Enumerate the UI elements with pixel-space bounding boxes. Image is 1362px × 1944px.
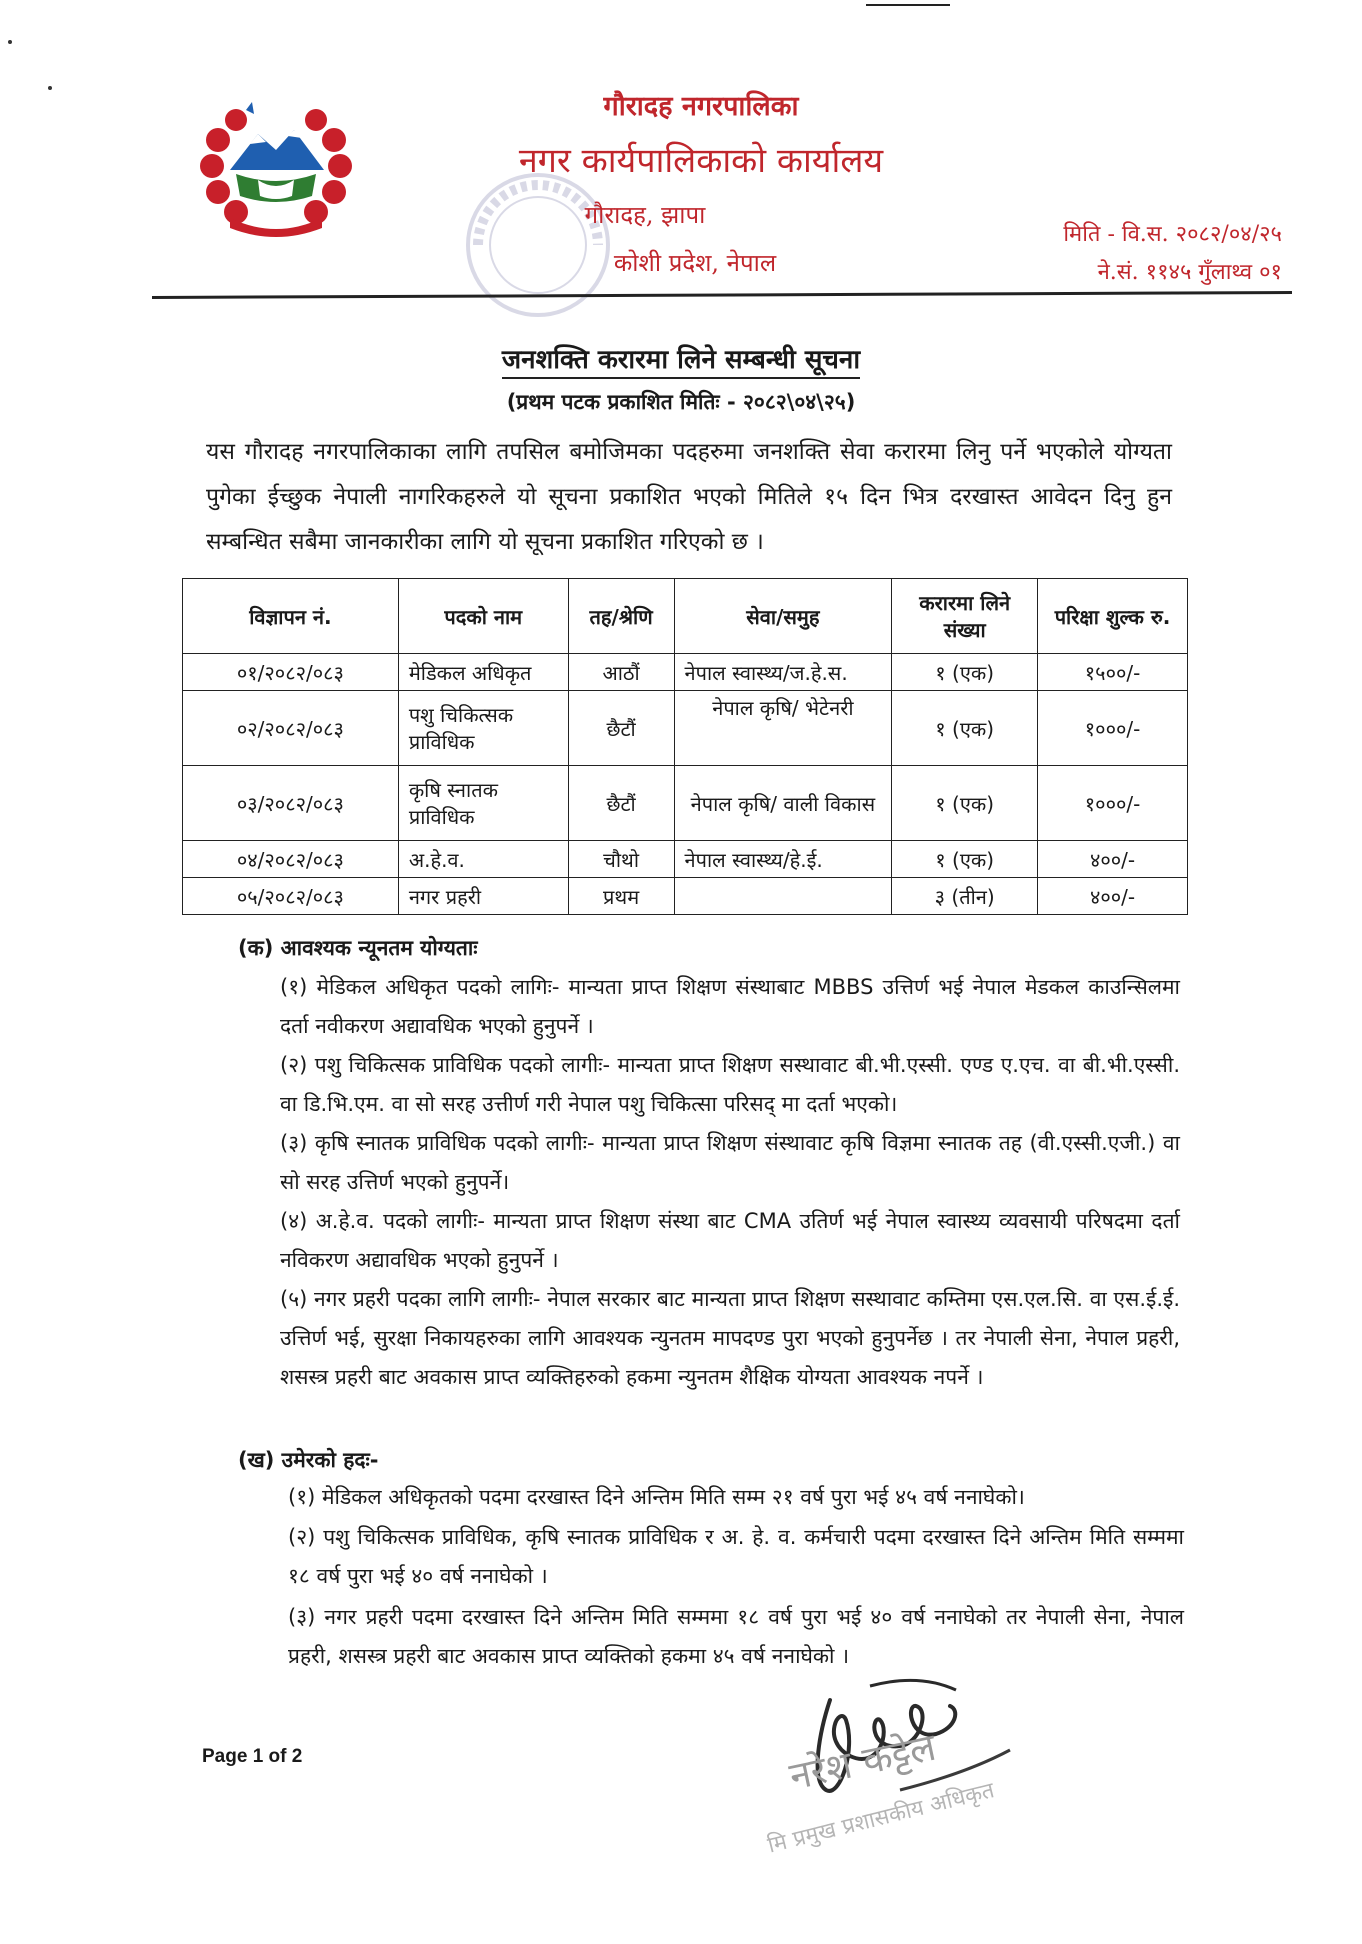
- date-nepal-sambat: ने.सं. ११४५ गुँलाथ्व ०१: [1097, 260, 1282, 285]
- column-header: सेवा/समुह: [674, 579, 892, 654]
- table-row: [183, 766, 1188, 841]
- table-cell: ०४/२०८२/०८३: [183, 841, 399, 878]
- date-bikram-sambat: मिति - वि.स. २०८२/०४/२५: [1063, 222, 1282, 247]
- top-edge-rule: [866, 4, 950, 6]
- table-row: [183, 691, 1188, 766]
- table-cell: ०२/२०८२/०८३: [183, 691, 399, 766]
- table-cell: ०३/२०८२/०८३: [183, 766, 399, 841]
- qualification-item: (२) पशु चिकित्सक प्राविधिक पदको लागीः- मान्यता प्राप्त शिक्षण सस्थावाट बी.भी.एस्सी. एण्ड ए.एच. वा बी.भी.एस्सी. वा डि.भि.एम. वा सो सरह उत्तीर्ण गरी नेपाल पशु चिकित्सा परिसद् मा दर्ता भएको।: [280, 1053, 1180, 1116]
- scan-speck: [8, 40, 12, 44]
- age-limit-item: (३) नगर प्रहरी पदमा दरखास्त दिने अन्तिम मिति सम्ममा १८ वर्ष पुरा भई ४० वर्ष ननाघेको तर नेपाली सेना, नेपाल प्रहरी, शसस्त्र प्रहरी बाट अवकास प्राप्त व्यक्तिको हकमा ४५ वर्ष ननाघेको ।: [288, 1605, 1184, 1668]
- table-cell: १ (एक): [892, 841, 1038, 878]
- table-cell: ४००/-: [1038, 841, 1188, 878]
- qualification-item: (४) अ.हे.व. पदको लागीः- मान्यता प्राप्त शिक्षण संस्था बाट CMA उतिर्ण भई नेपाल स्वास्थ्य व्यवसायी परिषदमा दर्ता नविकरण अद्यावधिक भएको हुनुपर्ने ।: [280, 1209, 1180, 1272]
- table-cell: ३ (तीन): [892, 878, 1038, 915]
- column-header: विज्ञापन नं.: [183, 579, 399, 654]
- table-cell: नगर प्रहरी: [398, 878, 568, 915]
- table-cell: नेपाल कृषि/ वाली विकास: [674, 766, 892, 841]
- page-number: Page 1 of 2: [202, 1746, 303, 1767]
- column-header: परिक्षा शुल्क रु.: [1038, 579, 1188, 654]
- table-cell: ४००/-: [1038, 878, 1188, 915]
- table-row: [183, 841, 1188, 878]
- table-cell: १०००/-: [1038, 766, 1188, 841]
- municipality-name: गौरादह नगरपालिका: [603, 91, 799, 122]
- qualification-item: (१) मेडिकल अधिकृत पदको लागिः- मान्यता प्राप्त शिक्षण संस्थाबाट MBBS उत्तिर्ण भई नेपाल मेडकल काउन्सिलमा दर्ता नवीकरण अद्यावधिक भएको हुनुपर्ने ।: [280, 975, 1180, 1038]
- table-cell: छैटौं: [568, 691, 674, 766]
- notice-intro-paragraph: यस गौरादह नगरपालिकाका लागि तपसिल बमोजिमका पदहरुमा जनशक्ति सेवा करारमा लिनु पर्ने भएकोले योग्यता पुगेका ईच्छुक नेपाली नागरिकहरुले यो सूचना प्रकाशित भएको मितिले १५ दिन भित्र दरखास्त आवेदन दिनु हुन सम्बन्धित सबैमा जानकारीका लागि यो सूचना प्रकाशित गरिएको छ ।: [206, 439, 1172, 555]
- table-header-row: [183, 579, 1188, 654]
- table-cell: [674, 878, 892, 915]
- age-limit-item: (१) मेडिकल अधिकृतको पदमा दरखास्त दिने अन्तिम मिति सम्म २१ वर्ष पुरा भई ४५ वर्ष ननाघेको।: [288, 1485, 1025, 1509]
- age-limit-item: (२) पशु चिकित्सक प्राविधिक, कृषि स्नातक प्राविधिक र अ. हे. व. कर्मचारी पदमा दरखास्त दिने अन्तिम मिति सम्ममा १८ वर्ष पुरा भई ४० वर्ष ननाघेको ।: [288, 1525, 1184, 1588]
- header-divider: [152, 291, 1292, 299]
- table-cell: नेपाल कृषि/ भेटेनरी: [674, 691, 892, 766]
- table-cell: १ (एक): [892, 691, 1038, 766]
- table-cell: ०१/२०८२/०८३: [183, 654, 399, 691]
- table-row: [183, 878, 1188, 915]
- qualification-item: (३) कृषि स्नातक प्राविधिक पदको लागीः- मान्यता प्राप्त शिक्षण संस्थावाट कृषि विज्ञमा स्नातक तह (वी.एस्सी.एजी.) वा सो सरह उत्तिर्ण भएको हुनुपर्ने।: [280, 1131, 1180, 1194]
- table-cell: ०५/२०८२/०८३: [183, 878, 399, 915]
- table-row: [183, 654, 1188, 691]
- table-cell: मेडिकल अधिकृत: [398, 654, 568, 691]
- table-cell: आठौं: [568, 654, 674, 691]
- signatory-name: नरेश कट्टेल: [785, 1724, 940, 1799]
- column-header: करारमा लिने संख्या: [892, 579, 1038, 654]
- table-cell: चौथो: [568, 841, 674, 878]
- office-name: नगर कार्यपालिकाको कार्यालय: [518, 141, 884, 181]
- table-cell: १ (एक): [892, 766, 1038, 841]
- qualifications-heading: (क) आवश्यक न्यूनतम योग्यताः: [238, 936, 478, 960]
- office-province: कोशी प्रदेश, नेपाल: [613, 249, 777, 277]
- signatory-title: मि प्रमुख प्रशासकीय अधिकृत: [765, 1778, 997, 1859]
- column-header: तह/श्रेणि: [568, 579, 674, 654]
- table-cell: पशु चिकित्सक प्राविधिक: [398, 691, 568, 766]
- table-cell: कृषि स्नातक प्राविधिक: [398, 766, 568, 841]
- office-address: गौरादह, झापा: [584, 201, 706, 229]
- table-cell: १५००/-: [1038, 654, 1188, 691]
- table-cell: अ.हे.व.: [398, 841, 568, 878]
- table-cell: छैटौं: [568, 766, 674, 841]
- table-cell: १०००/-: [1038, 691, 1188, 766]
- table-cell: प्रथम: [568, 878, 674, 915]
- table-cell: नेपाल स्वास्थ्य/ज.हे.स.: [674, 654, 892, 691]
- table-cell: नेपाल स्वास्थ्य/हे.ई.: [674, 841, 892, 878]
- table-cell: १ (एक): [892, 654, 1038, 691]
- notice-subtitle: (प्रथम पटक प्रकाशित मितिः - २०८२\०४\२५): [506, 390, 856, 414]
- age-limit-heading: (ख) उमेरको हदः-: [238, 1448, 379, 1472]
- column-header: पदको नाम: [398, 579, 568, 654]
- qualification-item: (५) नगर प्रहरी पदका लागि लागीः- नेपाल सरकार बाट मान्यता प्राप्त शिक्षण सस्थावाट कम्तिमा एस.एल.सि. वा एस.ई.ई. उत्तिर्ण भई, सुरक्षा निकायहरुका लागि आवश्यक न्युनतम मापदण्ड पुरा भएको हुनुपर्नेछ । तर नेपाली सेना, नेपाल प्रहरी, शसस्त्र प्रहरी बाट अवकास प्राप्त व्यक्तिहरुको हकमा न्युनतम शैक्षिक योग्यता आवश्यक नपर्ने ।: [280, 1287, 1180, 1389]
- vacancy-table: [182, 578, 1188, 915]
- notice-title: [0, 340, 1362, 376]
- notice-title-text: जनशक्ति करारमा लिने सम्बन्धी सूचना: [502, 345, 860, 379]
